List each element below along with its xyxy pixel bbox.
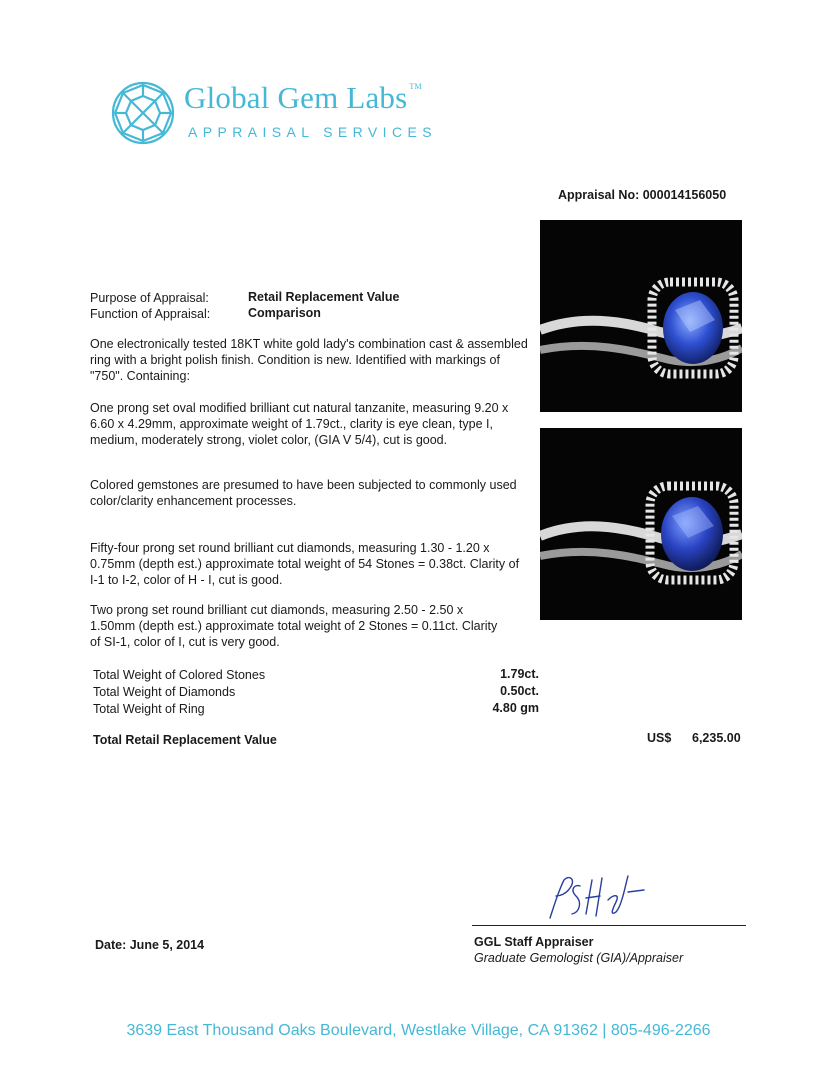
total-diamonds-value: 0.50ct. (500, 684, 539, 698)
ring-image-icon (540, 428, 742, 620)
total-ring-label: Total Weight of Ring (93, 702, 205, 716)
ring-description: One electronically tested 18KT white gold lady's combination cast & assembled ring with a bright polish finish. Condition is new. Identified with markings of "750". Containing: (90, 337, 528, 383)
footer-address: 3639 East Thousand Oaks Boulevard, Westlake Village, CA 91362 | 805-496-2266 (126, 1022, 711, 1039)
total-ring-value: 4.80 gm (492, 701, 539, 715)
accent-diamonds-description: Two prong set round brilliant cut diamonds, measuring 2.50 - 2.50 x 1.50mm (depth est.) approximate total weight of 2 Stones = 0.11ct. Clarity of SI-1, color of I, cut is very good. (90, 603, 498, 649)
function-value: Comparison (248, 306, 321, 320)
signature-line (472, 925, 746, 926)
enhancement-note: Colored gemstones are presumed to have been subjected to commonly used color/clarity enhancement processes. (90, 478, 517, 508)
brand-subtitle: APPRAISAL SERVICES (188, 124, 437, 140)
brand-name: Global Gem Labs ™ (184, 80, 422, 115)
appraisal-date: Date: June 5, 2014 (95, 938, 205, 952)
gem-logo-icon (110, 80, 176, 146)
ring-image-icon (540, 220, 742, 412)
appraiser-credential: Graduate Gemologist (GIA)/Appraiser (474, 951, 684, 965)
appraisal-number: Appraisal No: 000014156050 (558, 188, 727, 202)
purpose-label: Purpose of Appraisal: (90, 291, 209, 305)
function-label: Function of Appraisal: (90, 307, 211, 321)
purpose-value: Retail Replacement Value (248, 290, 400, 304)
total-colored-label: Total Weight of Colored Stones (93, 668, 266, 682)
total-diamonds-label: Total Weight of Diamonds (93, 685, 236, 699)
retail-amount: 6,235.00 (692, 731, 741, 745)
appraiser-title: GGL Staff Appraiser (474, 935, 594, 949)
retail-value-label: Total Retail Replacement Value (93, 733, 277, 747)
retail-currency: US$ (647, 731, 672, 745)
signature-icon (540, 872, 650, 924)
tanzanite-description: One prong set oval modified brilliant cut natural tanzanite, measuring 9.20 x 6.60 x 4.29mm, approximate weight of 1.79ct., clarity is eye clean, type I, medium, moderately strong, violet color, (GIA V 5/4), cut is good. (90, 401, 509, 447)
total-colored-value: 1.79ct. (500, 667, 539, 681)
ring-photo-bottom (540, 428, 742, 620)
diamonds-description: Fifty-four prong set round brilliant cut diamonds, measuring 1.30 - 1.20 x 0.75mm (depth est.) approximate total weight of 54 Stones = 0.38ct. Clarity of I-1 to I-2, color of H - I, cut is good. (90, 541, 520, 587)
ring-photo-top (540, 220, 742, 412)
trademark-mark: TM (409, 82, 422, 91)
